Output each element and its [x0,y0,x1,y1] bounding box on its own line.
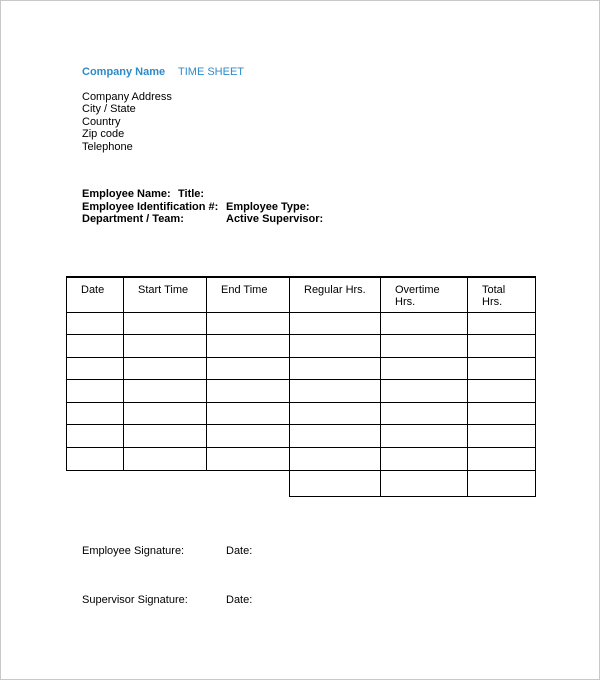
table-row [67,335,536,358]
start-time-cell[interactable] [124,312,207,335]
end-time-cell[interactable] [207,312,290,335]
end-time-cell[interactable] [207,335,290,358]
end-time-cell[interactable] [207,402,290,425]
total-hrs-cell[interactable] [468,335,536,358]
date-cell[interactable] [67,448,124,471]
address-block [82,91,172,153]
table-row [67,357,536,380]
totals-row [67,470,536,496]
regular-hrs-cell[interactable] [290,335,381,358]
overtime-hrs-cell[interactable] [381,425,468,448]
total-hrs-cell[interactable] [468,448,536,471]
column-header-regular-hrs: Regular Hrs. [290,277,381,312]
city-state-line: City / State [82,103,136,116]
date-cell[interactable] [67,312,124,335]
start-time-cell[interactable] [124,357,207,380]
column-header-total-hrs: Total Hrs. [468,277,536,312]
supervisor-signature-label: Supervisor Signature: [82,594,188,606]
table-row [67,425,536,448]
table-row [67,312,536,335]
total-overtime-hrs-cell[interactable] [381,470,468,496]
employee-id-label: Employee Identification #: [82,201,219,213]
timesheet-table [66,276,536,497]
total-hrs-cell[interactable] [468,312,536,335]
start-time-cell[interactable] [124,448,207,471]
date-cell[interactable] [67,357,124,380]
start-time-cell[interactable] [124,380,207,403]
column-header-date: Date [67,277,124,312]
document-title: TIME SHEET [178,66,245,78]
column-header-start-time: Start Time [124,277,207,312]
grand-total-hrs-cell[interactable] [468,470,536,496]
title-label: Title: [178,188,205,200]
regular-hrs-cell[interactable] [290,357,381,380]
department-label: Department / Team: [82,213,184,225]
end-time-cell[interactable] [207,380,290,403]
employee-type-label: Employee Type: [226,201,310,213]
end-time-cell[interactable] [207,448,290,471]
employee-date-label: Date: [226,545,253,557]
overtime-hrs-cell[interactable] [381,357,468,380]
total-hrs-cell[interactable] [468,357,536,380]
regular-hrs-cell[interactable] [290,448,381,471]
date-cell[interactable] [67,402,124,425]
start-time-cell[interactable] [124,335,207,358]
telephone-line: Telephone [82,140,133,153]
country-line: Country [82,115,121,128]
employee-signature-label: Employee Signature: [82,545,185,557]
end-time-cell[interactable] [207,357,290,380]
supervisor-label: Active Supervisor: [226,213,324,225]
zip-line: Zip code [82,128,125,141]
address-line: Company Address [82,91,172,103]
regular-hrs-cell[interactable] [290,380,381,403]
regular-hrs-cell[interactable] [290,402,381,425]
employee-name-label: Employee Name: [82,188,171,200]
table-header-row [67,277,536,312]
overtime-hrs-cell[interactable] [381,380,468,403]
supervisor-date-label: Date: [226,594,253,606]
column-header-overtime-hrs: Overtime Hrs. [381,277,468,312]
date-cell[interactable] [67,380,124,403]
table-row [67,448,536,471]
total-regular-hrs-cell[interactable] [290,470,381,496]
regular-hrs-cell[interactable] [290,312,381,335]
overtime-hrs-cell[interactable] [381,335,468,358]
table-row [67,402,536,425]
start-time-cell[interactable] [124,402,207,425]
total-hrs-cell[interactable] [468,425,536,448]
date-cell[interactable] [67,335,124,358]
totals-spacer [67,470,290,496]
company-name: Company Name [82,66,166,78]
total-hrs-cell[interactable] [468,402,536,425]
regular-hrs-cell[interactable] [290,425,381,448]
overtime-hrs-cell[interactable] [381,312,468,335]
overtime-hrs-cell[interactable] [381,448,468,471]
column-header-end-time: End Time [207,277,290,312]
total-hrs-cell[interactable] [468,380,536,403]
end-time-cell[interactable] [207,425,290,448]
date-cell[interactable] [67,425,124,448]
overtime-hrs-cell[interactable] [381,402,468,425]
start-time-cell[interactable] [124,425,207,448]
table-row [67,380,536,403]
